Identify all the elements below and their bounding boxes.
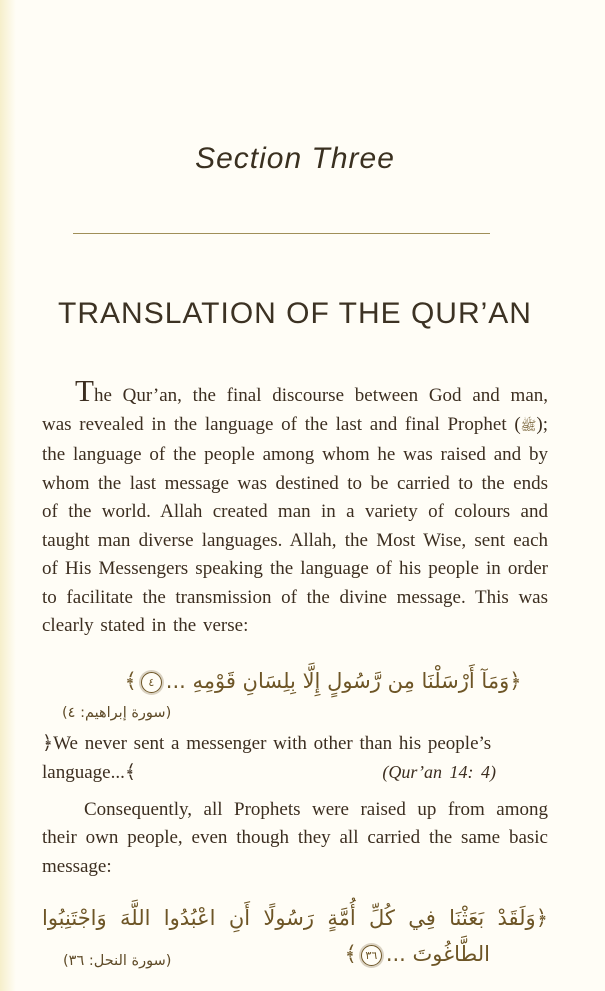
page-edge-shade bbox=[0, 0, 16, 991]
verse-translation-line-2 bbox=[42, 758, 548, 788]
drop-cap-initial: T bbox=[75, 373, 94, 408]
ayah-number-ornament-2: ٣٦ bbox=[361, 945, 382, 966]
verse-translation bbox=[42, 730, 548, 788]
arabic-verse-1 bbox=[70, 660, 576, 702]
paragraph-intro-text-b: ); the language of the people among whom he was raised and by whom the last message was destined to be carried to the ends of the world. Allah created man in a variety of colours and taught man diverse languages. Allah, the Most Wise, sent each of His Messengers speaking the language of his people in order to facilitate the transmission of the divine message. This was clearly stated in the verse: bbox=[42, 413, 548, 636]
verse-translation-line-2-text: language...﴾ bbox=[42, 762, 136, 783]
chapter-title: TRANSLATION OF THE QUR’AN bbox=[58, 297, 532, 330]
paragraph-intro-text-a: he Qur’an, the final discourse between God and man, was revealed in the language of the last and final Prophet ( bbox=[42, 385, 548, 435]
arabic-verse-2-tail-text: الطَّاغُوتَ ... bbox=[385, 942, 490, 966]
surah-citation-2: (سورة النحل: ٣٦) bbox=[63, 953, 172, 969]
surah-citation-1: (سورة إبراهيم: ٤) bbox=[62, 704, 172, 721]
verse-1-closing-ornament: ﴾ bbox=[124, 668, 137, 693]
paragraph-intro bbox=[42, 375, 548, 641]
page-content bbox=[42, 142, 548, 972]
honorific-symbol: ﷺ bbox=[520, 418, 537, 434]
quran-reference: (Qur’an 14: 4) bbox=[382, 762, 496, 782]
arabic-verse-2-line-1: ﴿وَلَقَدْ بَعَثْنَا فِي كُلِّ أُمَّةٍ رَسُولًا أَنِ اعْبُدُوا اللَّهَ وَاجْتَنِبُوا bbox=[42, 906, 548, 930]
arabic-verse-2-line-2 bbox=[345, 936, 490, 972]
section-heading: Section Three bbox=[195, 142, 395, 175]
arabic-verse-1-text: ﴿وَمَآ أَرْسَلْنَا مِن رَّسُولٍ إِلَّا بِلِسَانِ قَوْمِهِ ... bbox=[165, 668, 522, 693]
citation-row-1 bbox=[42, 704, 548, 722]
arabic-verse-2-line-2-row bbox=[42, 936, 548, 972]
section-divider bbox=[73, 233, 490, 234]
paragraph-consequently: Consequently, all Prophets were raised up from among their own people, even though they all carried the same basic message: bbox=[42, 798, 548, 877]
verse-2-closing-ornament: ﴾ bbox=[344, 942, 357, 966]
verse-translation-line-1: ﴿We never sent a messenger with other than his people’s bbox=[42, 732, 492, 754]
ayah-number-ornament: ٤ bbox=[141, 672, 162, 693]
